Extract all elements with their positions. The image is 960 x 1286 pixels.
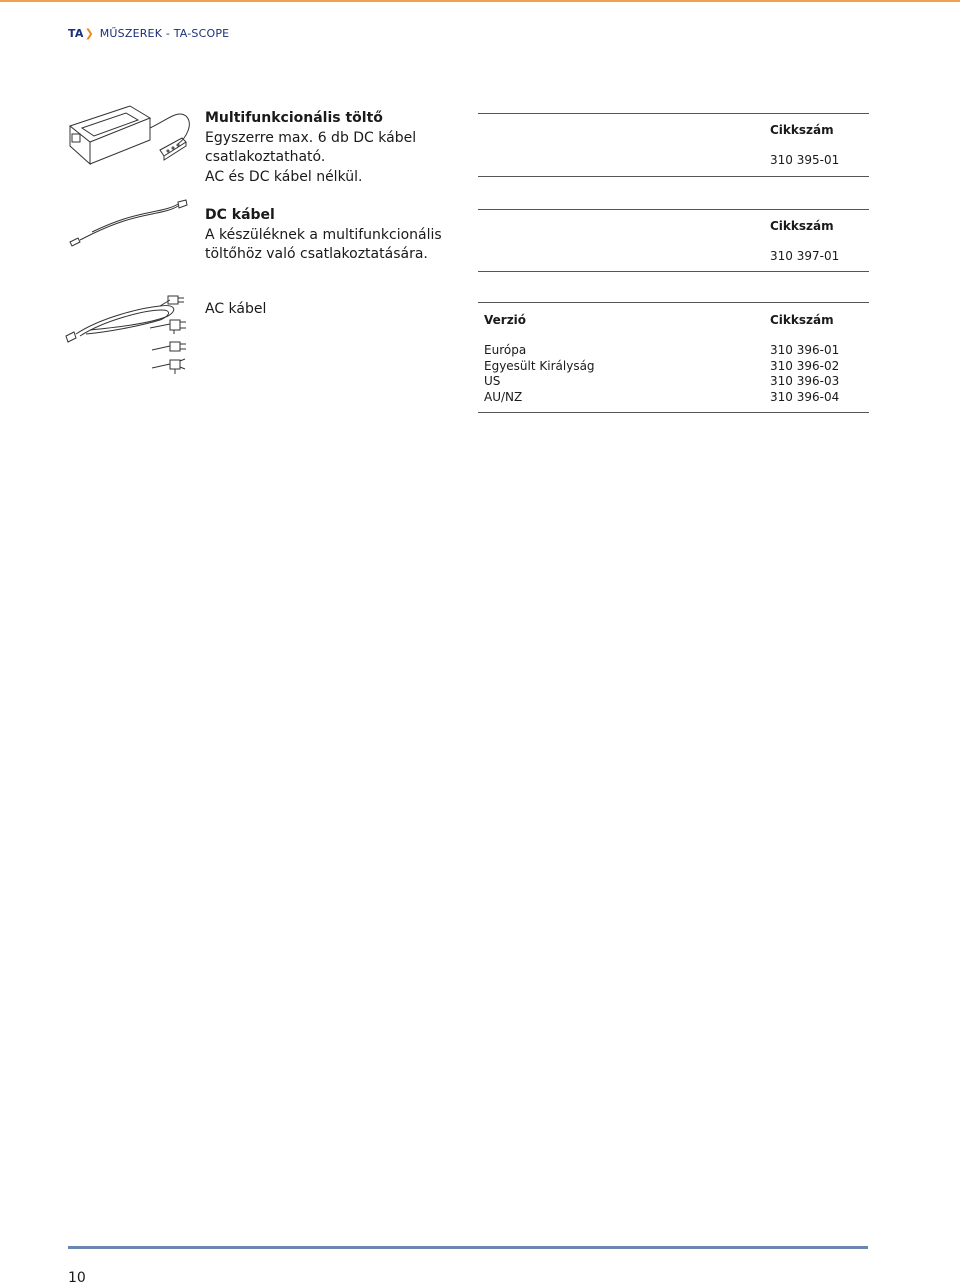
- article-header: Cikkszám: [770, 123, 834, 137]
- table-row-version: US: [484, 374, 501, 388]
- ac-cable-description: [205, 300, 266, 320]
- dc-cable-title: DC kábel: [205, 207, 275, 223]
- charger-illustration: [60, 98, 200, 168]
- page-number: 10: [68, 1270, 86, 1286]
- charger-line-1: Egyszerre max. 6 db DC kábel: [205, 129, 417, 146]
- dc-cable-illustration: [62, 196, 192, 252]
- top-accent-rule: [0, 0, 960, 2]
- article-number: 310 397-01: [770, 249, 840, 263]
- ac-cable-illustration: [60, 288, 200, 376]
- table-bottom-rule: [478, 176, 869, 177]
- charger-description: [205, 109, 416, 187]
- article-header: Cikkszám: [770, 219, 834, 233]
- table-top-rule: [478, 113, 869, 114]
- table-row-article: 310 396-02: [770, 359, 840, 373]
- ac-cable-article-table: [478, 302, 869, 413]
- section-label: MŰSZEREK: [99, 27, 163, 40]
- table-row-article: 310 396-04: [770, 390, 840, 404]
- table-row-version: Európa: [484, 343, 527, 357]
- footer-rule: [68, 1246, 868, 1249]
- table-top-rule: [478, 209, 869, 210]
- table-bottom-rule: [478, 412, 869, 413]
- version-header: Verzió: [484, 313, 527, 327]
- page-header: [68, 27, 229, 40]
- brand-label: TA: [68, 27, 84, 40]
- product-label: TA-SCOPE: [173, 27, 230, 40]
- table-row-article: 310 396-03: [770, 374, 840, 388]
- table-row-article: 310 396-01: [770, 343, 840, 357]
- header-separator: -: [162, 27, 174, 40]
- dc-cable-description: [205, 206, 442, 265]
- dc-cable-line-2: töltőhöz való csatlakoztatására.: [205, 246, 428, 262]
- article-header: Cikkszám: [770, 313, 834, 327]
- dc-cable-article-table: [478, 209, 869, 272]
- dc-cable-line-1: A készüléknek a multifunkcionális: [205, 226, 442, 243]
- ac-cable-title: AC kábel: [205, 301, 267, 317]
- charger-line-2: csatlakoztatható.: [205, 149, 326, 165]
- table-bottom-rule: [478, 271, 869, 272]
- charger-title: Multifunkcionális töltő: [205, 110, 383, 126]
- charger-line-3: AC és DC kábel nélkül.: [205, 168, 363, 185]
- table-top-rule: [478, 302, 869, 303]
- chevron-right-icon: ❯: [84, 27, 94, 40]
- article-number: 310 395-01: [770, 153, 840, 167]
- table-row-version: Egyesült Királyság: [484, 359, 595, 373]
- table-row-version: AU/NZ: [484, 390, 523, 404]
- charger-article-table: [478, 113, 869, 177]
